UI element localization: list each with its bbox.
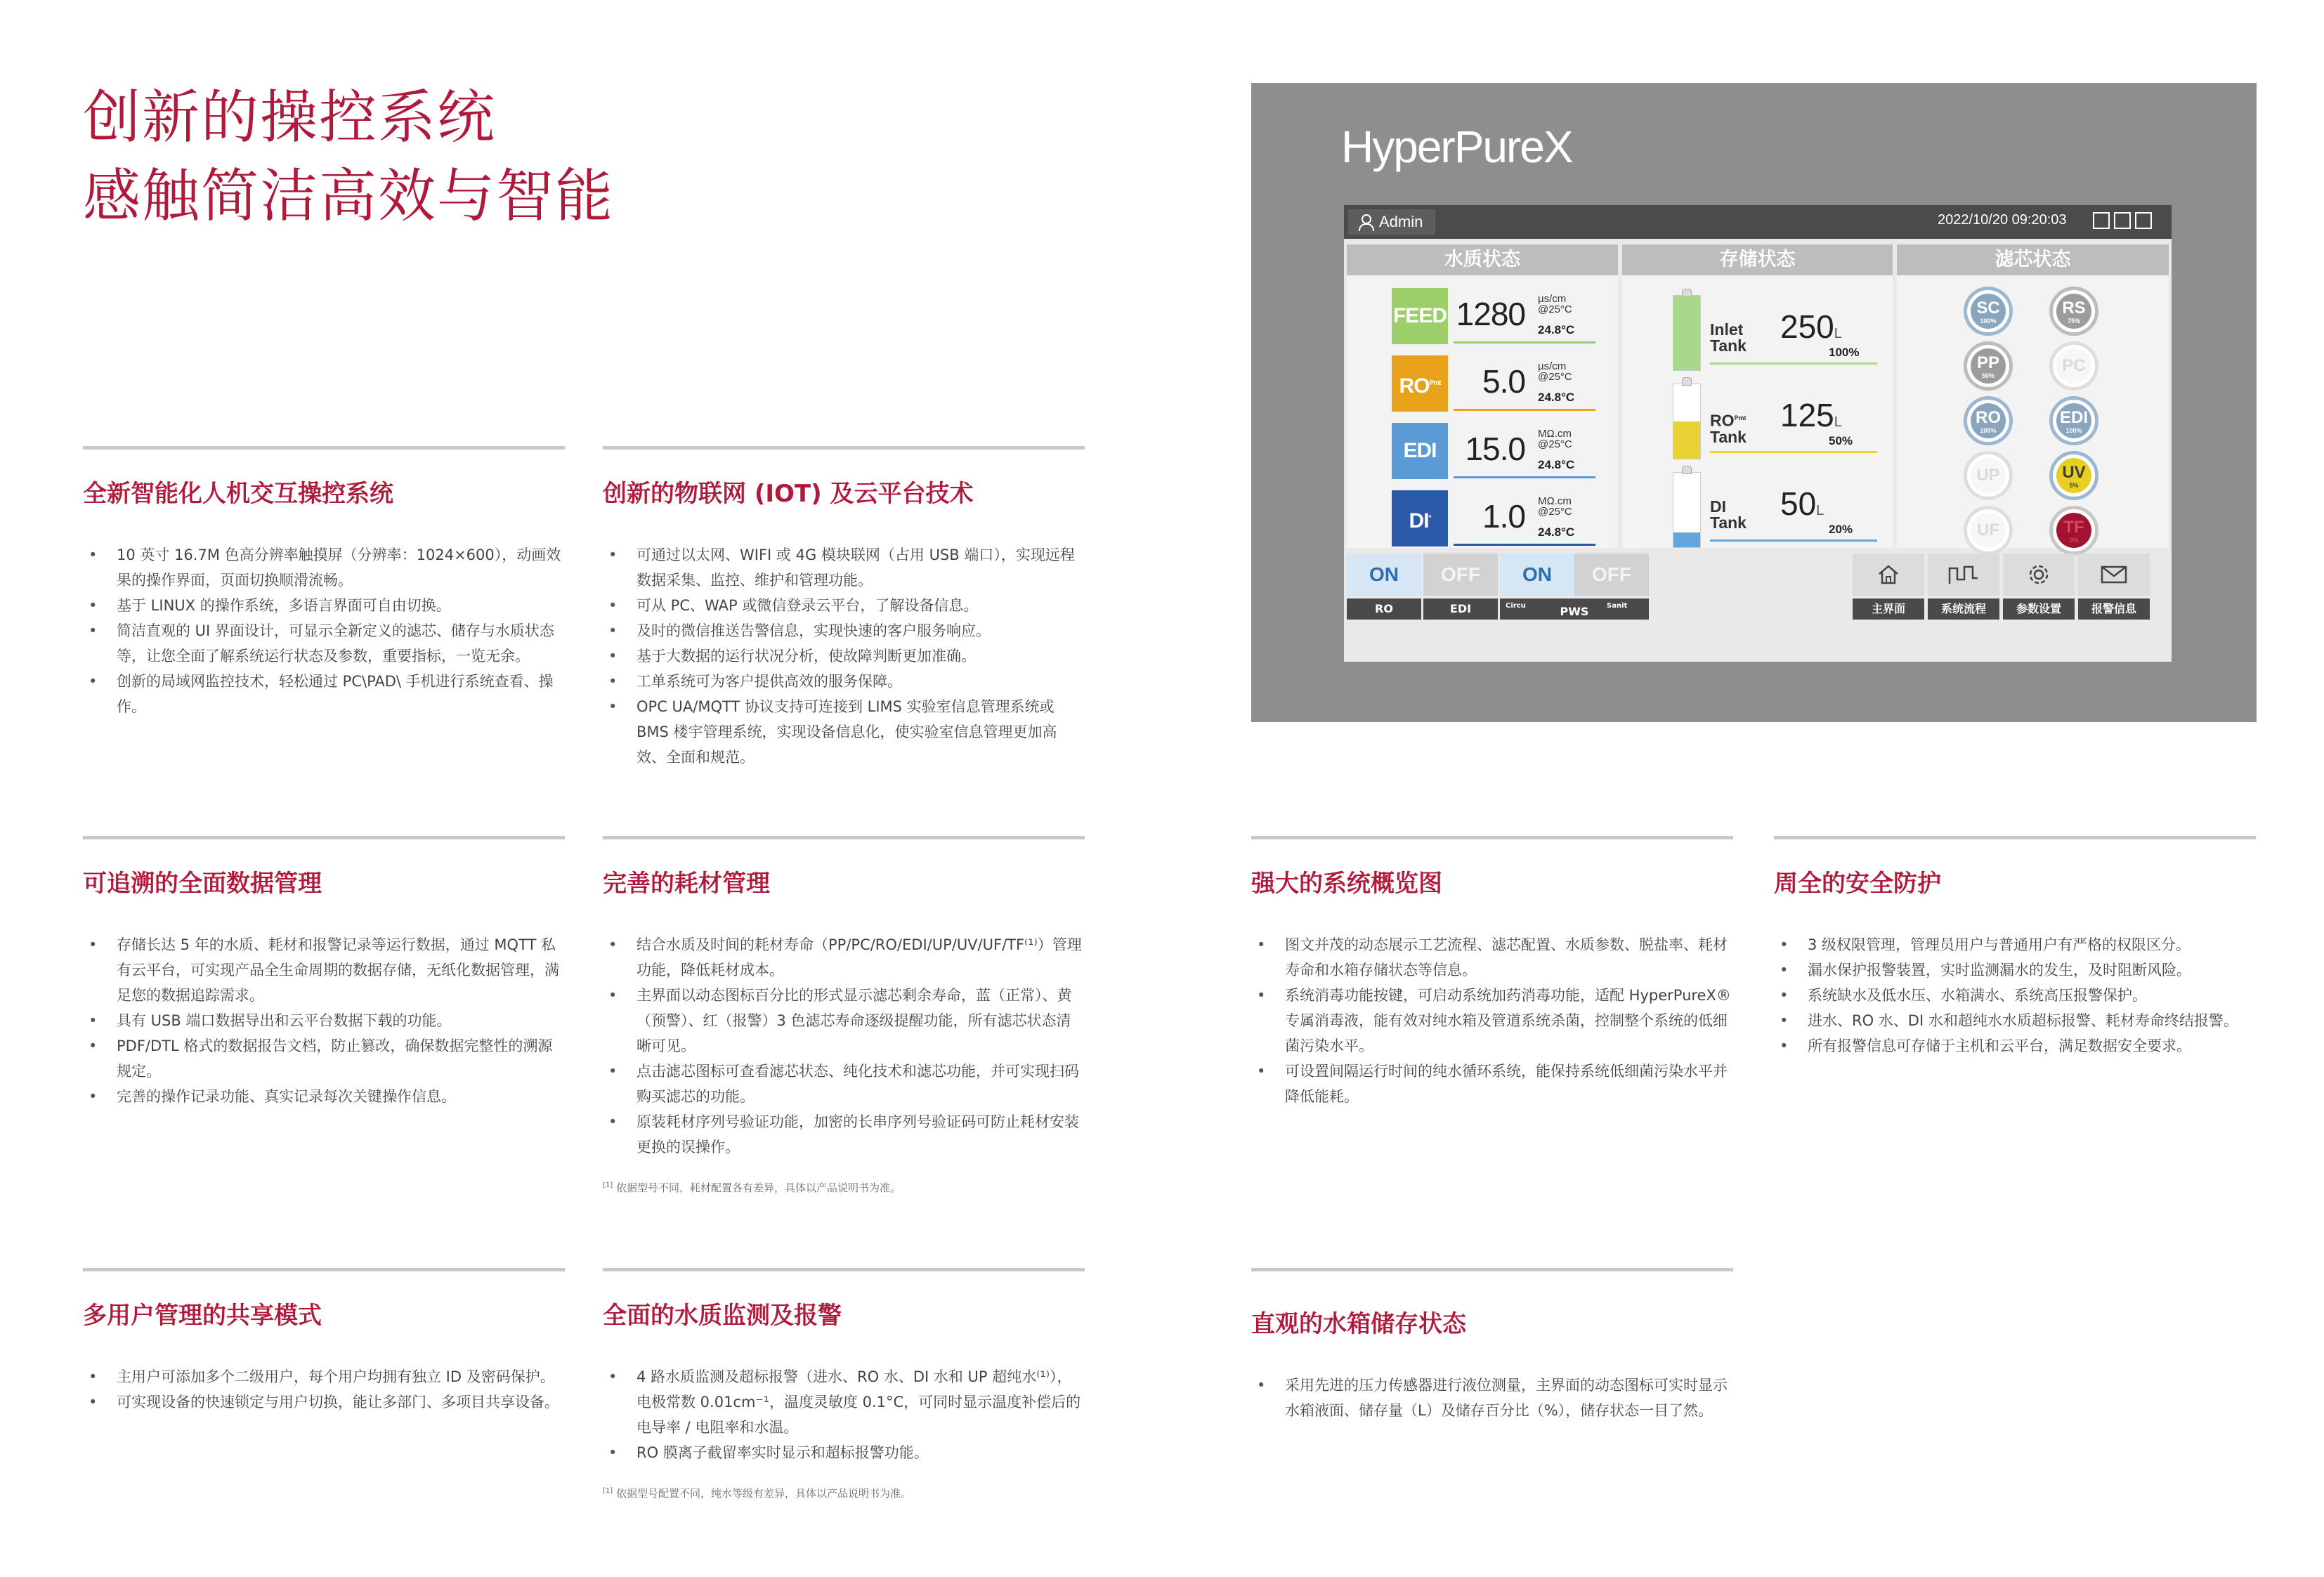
list-item: • 图文并茂的动态展示工艺流程、滤芯配置、水质参数、脱盐率、耗材寿命和水箱存储状态等信息。 [1251,932,1733,983]
water-unit-2: @25°C [1538,438,1572,450]
section-list [83,932,565,1109]
toggle-ro[interactable] [1347,554,1421,620]
toggle-state[interactable]: OFF [1423,554,1498,596]
tank-gauge[interactable] [1673,384,1701,459]
tank-volume-value: 250 [1780,308,1834,345]
water-unit [1538,294,1572,315]
water-value: 1.0 [1482,498,1525,535]
section-tank [1251,1268,1733,1423]
lock-icon[interactable] [2135,212,2152,229]
filter-sc-icon[interactable] [1964,287,2013,336]
section-rule [1251,1268,1733,1271]
section-title: 创新的物联网 (IOT) 及云平台技术 [603,480,974,508]
list-item: • 采用先进的压力传感器进行液位测量，主界面的动态图标可实时显示水箱液面、储存量（L）及储存百分比（%），储存状态一目了然。 [1251,1373,1733,1423]
water-unit [1538,496,1572,517]
list-item: • 点击滤芯图标可查看滤芯状态、纯化技术和滤芯功能，并可实现扫码购买滤芯的功能。 [603,1059,1085,1109]
tank-label-1: RO [1710,411,1735,430]
toggle-edi[interactable] [1423,554,1498,620]
filter-code: SC [1976,298,2000,318]
list-item: • 结合水质及时间的耗材寿命（PP/PC/RO/EDI/UP/UV/UF/TF⁽¹⁾）管理功能，降低耗材成本。 [603,932,1085,983]
filter-up-icon[interactable] [1964,451,2013,500]
list-item: • 3 级权限管理，管理员用户与普通用户有严格的权限区分。 [1774,932,2256,957]
water-temp: 24.8°C [1538,391,1575,404]
tank-underline [1710,362,1877,365]
tank-gauge[interactable] [1673,295,1701,371]
toggle-main-label: PWS [1560,605,1589,618]
flow-icon[interactable] [1928,554,1999,596]
section-title: 全面的水质监测及报警 [603,1302,842,1330]
filter-code: PP [1976,353,1999,372]
section-rule [603,836,1085,839]
list-item: • 4 路水质监测及超标报警（进水、RO 水、DI 水和 UP 超纯水⁽¹⁾），电极常数 0.01cm⁻¹，温度灵敏度 0.1°C，可同时显示温度补偿后的电导率 / 电阻率和水温。 [603,1364,1085,1440]
panel-title: 存储状态 [1622,244,1893,275]
filter-pc-icon[interactable] [2049,341,2098,391]
footnote: [1] 依据型号配置不同，纯水等级有差异，具体以产品说明书为准。 [603,1487,911,1500]
water-temp: 24.8°C [1538,525,1575,539]
list-item: • 基于 LINUX 的操作系统，多语言界面可自由切换。 [83,593,565,618]
list-item: • 进水、RO 水、DI 水和超纯水水质超标报警、耗材寿命终结报警。 [1774,1008,2256,1033]
filter-percent: 100% [1980,426,1997,434]
list-item: • RO 膜离子截留率实时显示和超标报警功能。 [603,1440,1085,1465]
water-tag-sup: * [1428,514,1431,522]
tank-percent: 50% [1829,434,1853,447]
list-item: • 漏水保护报警装置，实时监测漏水的发生，及时阻断风险。 [1774,957,2256,983]
nav-alarms[interactable] [2078,554,2150,620]
section-list [603,932,1085,1160]
filter-percent: 100% [2065,426,2082,434]
list-item: • 主界面以动态图标百分比的形式显示滤芯剩余寿命，蓝（正常）、黄（预警）、红（报警）3 色滤芯寿命逐级提醒功能，所有滤芯状态清晰可见。 [603,983,1085,1059]
water-quality-row[interactable] [1392,423,1602,480]
section-rule [1251,836,1733,839]
list-item: • 原装耗材序列号验证功能，加密的长串序列号验证码可防止耗材安装更换的误操作。 [603,1109,1085,1160]
section-list [603,1364,1085,1465]
list-item: • 可设置间隔运行时间的纯水循环系统，能保持系统低细菌污染水平并降低能耗。 [1251,1059,1733,1109]
water-quality-row[interactable] [1392,355,1602,413]
list-item: • 简洁直观的 UI 界面设计，可显示全新定义的滤芯、储存与水质状态等，让您全面了解系统运行状态及参数，重要指标，一览无余。 [83,618,565,669]
water-unit [1538,361,1572,382]
filter-inner [2056,294,2091,329]
water-value: 15.0 [1465,431,1525,467]
water-underline [1454,476,1595,478]
water-unit-1: µs/cm [1538,360,1567,372]
section-rule [83,446,565,450]
tank-label-2: Tank [1710,336,1747,355]
tank-cap [1682,377,1692,386]
filter-inner [1971,513,2006,548]
gear-icon[interactable] [2003,554,2075,596]
panel-title: 水质状态 [1347,244,1618,275]
nav-label: 主界面 [1853,598,1924,620]
list-item: • 10 英寸 16.7M 色高分辨率触摸屏（分辨率：1024×600），动画效果的操作界面，页面切换顺滑流畅。 [83,542,565,593]
filter-code: RO [1976,407,2001,427]
section-title: 全新智能化人机交互操控系统 [83,480,393,508]
list-item: • 具有 USB 端口数据导出和云平台数据下载的功能。 [83,1008,565,1033]
tank-label-sup: Pmt [1734,414,1747,421]
list-item: • 所有报警信息可存储于主机和云平台，满足数据安全要求。 [1774,1033,2256,1059]
water-tag-label: FEED [1392,304,1447,327]
section-multiuser [83,1268,565,1415]
section-iot [603,446,1085,770]
user-button[interactable] [1348,209,1435,235]
section-rule [1774,836,2256,839]
water-quality-panel [1347,244,1618,548]
tank-volume-value: 50 [1780,485,1817,522]
toggle-sublabel-circu: Circu [1506,602,1526,610]
section-title: 直观的水箱储存状态 [1251,1310,1466,1338]
filter-percent: 100% [1980,317,1997,325]
tank-label-1: DI [1710,497,1726,516]
list-item: • 及时的微信推送告警信息，实现快速的客户服务响应。 [603,618,1085,643]
filter-rs-icon[interactable] [2049,287,2098,336]
list-item: • 系统消毒功能按键，可启动系统加药消毒功能，适配 HyperPureX® 专属消毒液，能有效对纯水箱及管道系统杀菌，控制整个系统的低细菌污染水平。 [1251,983,1733,1059]
section-rule [83,836,565,839]
nav-label: 报警信息 [2078,598,2150,620]
tank-volume-unit: L [1834,414,1842,430]
tank-label [1710,499,1747,531]
filter-uv-icon[interactable] [2049,451,2098,500]
section-overview [1251,836,1733,1109]
water-tag-label: RO [1399,374,1430,398]
list-item: • 创新的局域网监控技术，轻松通过 PC\PAD\ 手机进行系统查看、操作。 [83,669,565,719]
filter-code: UF [1977,521,1999,539]
usb-icon[interactable] [2093,212,2110,229]
user-name: Admin [1379,213,1423,230]
filter-inner [1971,294,2006,329]
section-list [83,542,565,719]
list-item: • 可从 PC、WAP 或微信登录云平台，了解设备信息。 [603,593,1085,618]
filter-inner [2056,348,2091,384]
tank-underline [1710,451,1877,453]
filter-uf-icon[interactable] [1964,506,2013,555]
section-rule [603,1268,1085,1271]
filter-code: RS [2062,298,2086,318]
filter-percent: 75% [2067,317,2080,325]
tank-volume-unit: L [1816,503,1824,518]
section-rule [603,446,1085,450]
tank-label-2: Tank [1710,513,1747,532]
toggle-label: EDI [1423,598,1498,620]
list-item: • OPC UA/MQTT 协议支持可连接到 LIMS 实验室信息管理系统或 BMS 楼宇管理系统，实现设备信息化，使实验室信息管理更加高效、全面和规范。 [603,694,1085,770]
list-item: • 系统缺水及低水压、水箱满水、系统高压报警保护。 [1774,983,2256,1008]
section-security [1774,836,2256,1059]
tank-label-1: Inlet [1710,320,1744,339]
headline-line-1: 创新的操控系统 [83,84,497,151]
water-tag-label: DI [1409,509,1429,532]
water-tag [1392,288,1448,344]
water-underline [1454,544,1595,546]
filter-code: EDI [2059,407,2088,427]
list-item: • 完善的操作记录功能、真实记录每次关键操作信息。 [83,1084,565,1109]
water-tag [1392,355,1448,412]
filter-inner [2056,458,2091,493]
nav-settings[interactable] [2003,554,2075,620]
section-list [1774,932,2256,1059]
datetime: 2022/10/20 09:20:03 [1938,212,2067,228]
status-icons [2093,212,2152,229]
bottom-bar [1347,554,2169,625]
filter-percent: 5% [2069,481,2079,489]
list-item: • 可通过以太网、WIFI 或 4G 模块联网（占用 USB 端口），实现远程数据采集、监控、维护和管理功能。 [603,542,1085,593]
water-value: 5.0 [1482,363,1525,400]
tank-cap [1682,466,1692,474]
water-temp: 24.8°C [1538,458,1575,471]
water-unit-1: MΩ.cm [1538,495,1572,507]
section-title: 多用户管理的共享模式 [83,1302,322,1330]
filter-code: TF [2063,517,2084,537]
toggle-label [1500,598,1649,620]
panel-title: 滤芯状态 [1897,244,2169,275]
tank-fill [1673,421,1700,459]
filter-panel [1897,244,2169,548]
storage-panel [1622,244,1893,548]
section-title: 完善的耗材管理 [603,870,770,898]
top-bar [1344,205,2172,239]
section-list [1251,1373,1733,1423]
section-title: 强大的系统概览图 [1251,870,1442,898]
filter-tf-icon[interactable] [2049,506,2098,555]
tank-underline [1710,539,1877,542]
section-rule [83,1268,565,1271]
water-unit-2: @25°C [1538,506,1572,518]
headline-line-2: 感触简洁高效与智能 [83,163,615,230]
water-unit-1: MΩ.cm [1538,428,1572,440]
tank-percent: 100% [1829,346,1860,359]
water-unit-1: µs/cm [1538,293,1567,305]
footnote-text: 依据型号配置不同，纯水等级有差异，具体以产品说明书为准。 [615,1487,911,1500]
tank-percent: 20% [1829,523,1853,536]
filter-pp-icon[interactable] [1964,341,2013,391]
filter-percent: 50% [1981,372,1995,379]
section-title: 可追溯的全面数据管理 [83,870,322,898]
section-monitoring [603,1268,1085,1501]
tank-volume [1780,396,1842,434]
tank-fill [1673,532,1700,547]
toggle-label: RO [1347,598,1421,620]
nav-label: 参数设置 [2003,598,2075,620]
section-data [83,836,565,1109]
tank-fill [1673,296,1700,370]
home-icon[interactable] [1853,554,1924,596]
footnote-text: 依据型号不同，耗材配置各有差异，具体以产品说明书为准。 [615,1182,901,1194]
tank-label [1710,322,1747,354]
toggle-sanit-state[interactable]: OFF [1574,554,1649,596]
toggle-circu-state[interactable]: ON [1500,554,1574,596]
section-list [83,1364,565,1415]
user-icon [1358,214,1373,230]
tank-volume [1780,485,1824,523]
brand-logo: HyperPureX [1341,122,1572,172]
toggle-pws[interactable] [1500,554,1649,620]
water-tag [1392,423,1448,479]
water-tag-sup: Pmt [1429,379,1441,387]
list-item: • 工单系统可为客户提供高效的服务保障。 [603,669,1085,694]
filter-inner [1971,403,2006,438]
tank-volume-value: 125 [1780,397,1834,433]
list-item: • 存储长达 5 年的水质、耗材和报警记录等运行数据，通过 MQTT 私有云平台，可实现产品全生命周期的数据存储，无纸化数据管理，满足您的数据追踪需求。 [83,932,565,1008]
water-quality-row[interactable] [1392,490,1602,548]
section-list [1251,932,1733,1109]
water-quality-row[interactable] [1392,288,1602,346]
page-headline [83,79,614,236]
filter-code: UV [2062,462,2086,482]
nav-flow[interactable] [1928,554,1999,620]
tank-label [1710,410,1747,445]
mail-icon[interactable] [2078,554,2150,596]
tank-volume-unit: L [1834,326,1842,341]
tank-volume [1780,308,1842,346]
list-item: • 可实现设备的快速锁定与用户切换，能让多部门、多项目共享设备。 [83,1389,565,1415]
water-unit-2: @25°C [1538,303,1572,315]
filter-code: UP [1976,466,2000,485]
list-item: • 主用户可添加多个二级用户，每个用户均拥有独立 ID 及密码保护。 [83,1364,565,1389]
filter-inner [1971,458,2006,493]
water-tag-label: EDI [1403,439,1437,462]
cloud-icon[interactable] [2114,212,2131,229]
toggle-state[interactable]: ON [1347,554,1421,596]
device-screen [1344,205,2172,662]
water-value: 1280 [1456,296,1525,332]
filter-code: PC [2062,356,2086,375]
nav-home[interactable] [1853,554,1924,620]
filter-inner [2056,513,2091,548]
filter-ro-icon[interactable] [1964,396,2013,445]
tank-label-2: Tank [1710,427,1747,446]
footnote: [1] 依据型号不同，耗材配置各有差异，具体以产品说明书为准。 [603,1182,901,1194]
water-unit-2: @25°C [1538,371,1572,383]
filter-inner [2056,403,2091,438]
list-item: • PDF/DTL 格式的数据报告文档，防止篡改，确保数据完整性的溯源规定。 [83,1033,565,1084]
section-hmi [83,446,565,719]
filter-percent: 0% [2069,536,2079,544]
list-item: • 基于大数据的运行状况分析，使故障判断更加准确。 [603,643,1085,669]
water-underline [1454,409,1595,411]
tank-gauge[interactable] [1673,472,1701,548]
water-underline [1454,341,1595,343]
water-tag [1392,490,1448,547]
nav-label: 系统流程 [1928,598,1999,620]
section-list [603,542,1085,770]
toggle-sublabel-sanit: Sanit [1607,602,1628,610]
filter-edi-icon[interactable] [2049,396,2098,445]
water-unit [1538,428,1572,450]
device-ui-panel [1251,83,2257,722]
water-temp: 24.8°C [1538,323,1575,336]
filter-inner [1971,348,2006,384]
section-consumables [603,836,1085,1196]
section-title: 周全的安全防护 [1774,870,1941,898]
